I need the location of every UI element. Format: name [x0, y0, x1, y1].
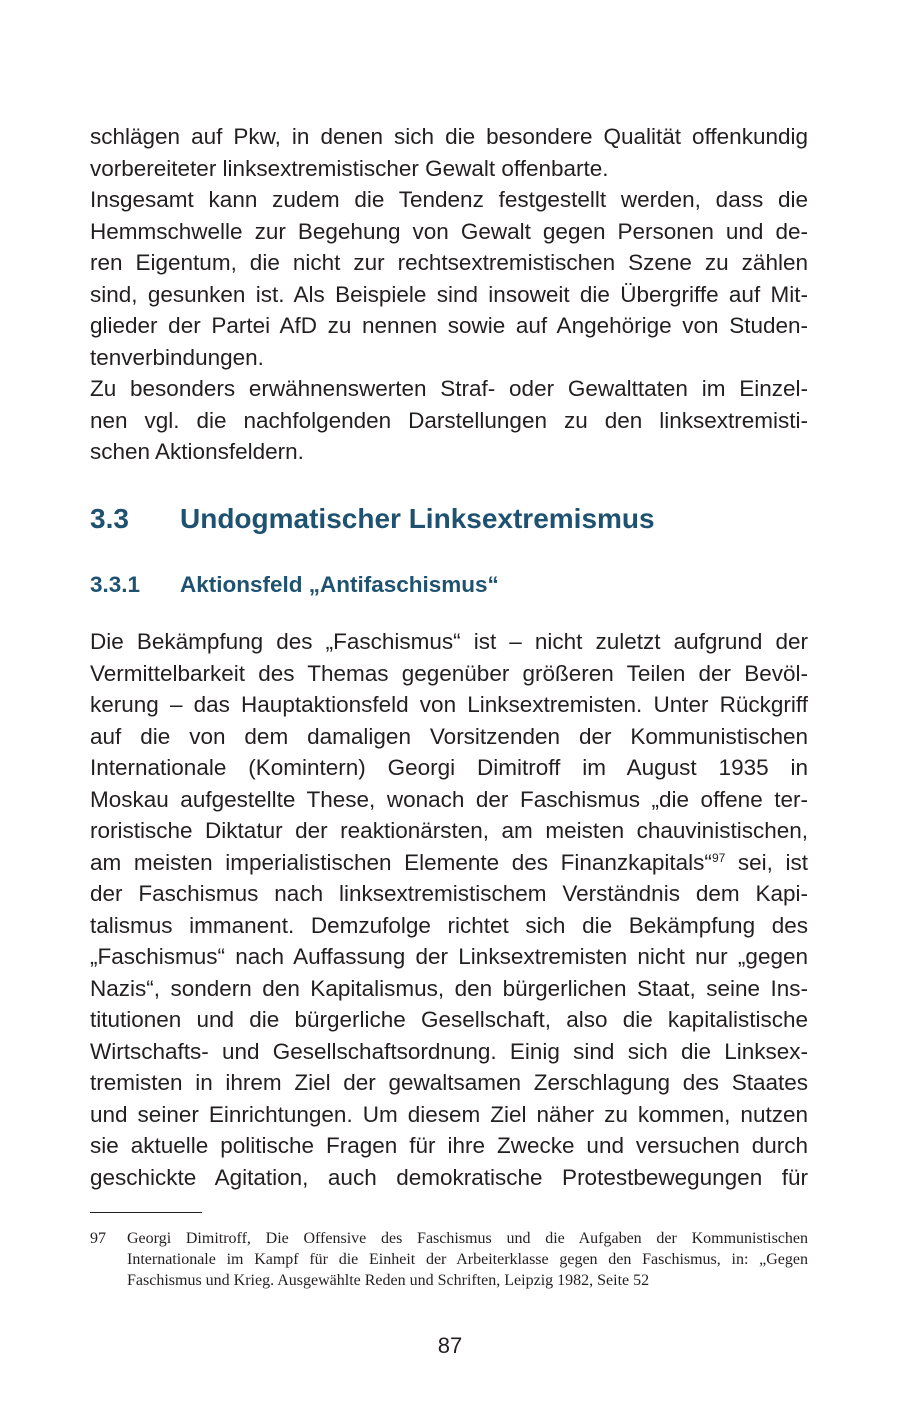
text-line: nen vgl. die nachfolgenden Darstellungen zu den linksextremisti-	[90, 407, 808, 433]
text-line: talismus immanent. Demzufolge richtet sich die Bekämpfung des	[90, 912, 808, 938]
text-line: sie aktuelle politische Fragen für ihre Zwecke und versuchen durch	[90, 1133, 808, 1158]
text-line: der Faschismus nach linksextremistischem Verständnis dem Kapi-	[90, 881, 808, 906]
text-fragment: am meisten imperialistischen Elemente des Finanzkapitals“	[90, 849, 712, 875]
text-line: schlägen auf Pkw, in denen sich die besondere Qualität offenkundig	[90, 124, 808, 149]
text-line: auf die von dem damaligen Vorsitzenden der Kommunistischen	[90, 723, 808, 749]
text-line: Moskau aufgestellte These, wonach der Faschismus „die offene ter-	[90, 786, 808, 812]
text-line: kerung – das Hauptaktionsfeld von Linksextremisten. Unter Rückgriff	[90, 692, 808, 717]
footnote-number: 97	[90, 1230, 106, 1247]
main-text	[90, 626, 808, 1193]
text-line: glieder der Partei AfD zu nennen sowie auf Angehörige von Studen-	[90, 313, 808, 338]
text-line: geschickte Agitation, auch demokratische Protestbewegungen für	[90, 1164, 808, 1190]
text-line: und seiner Einrichtungen. Um diesem Ziel näher zu kommen, nutzen	[90, 1101, 808, 1127]
text-line: Die Bekämpfung des „Faschismus“ ist – nicht zuletzt aufgrund der	[90, 629, 808, 654]
text-line	[90, 847, 808, 879]
text-line: roristische Diktatur der reaktionärsten, am meisten chauvinistischen,	[90, 818, 808, 843]
page-number: 87	[437, 1333, 463, 1358]
subsection-heading	[90, 572, 499, 598]
text-line: Zu besonders erwähnenswerten Straf- oder Gewalttaten im Einzel-	[90, 376, 808, 401]
footnote-line: Internationale im Kampf für die Einheit der Arbeiterklasse gegen den Faschismus, in: „Gegen	[127, 1251, 808, 1268]
text-line: Internationale (Komintern) Georgi Dimitroff im August 1935 in	[90, 755, 808, 780]
text-line: ren Eigentum, die nicht zur rechtsextremistischen Szene zu zählen	[90, 250, 808, 275]
text-line: tremisten in ihrem Ziel der gewaltsamen Zerschlagung des Staates	[90, 1070, 808, 1095]
text-line: titutionen und die bürgerliche Gesellschaft, also die kapitalistische	[90, 1007, 808, 1032]
text-line: tenverbindungen.	[90, 344, 264, 370]
footnote-divider	[90, 1212, 202, 1213]
text-line: vorbereiteter linksextremistischer Gewalt offenbarte.	[90, 155, 609, 181]
intro-text	[90, 121, 808, 468]
section-number: 3.3	[90, 503, 129, 534]
text-line: „Faschismus“ nach Auffassung der Linksextremisten nicht nur „gegen	[90, 944, 808, 969]
subsection-title: Aktionsfeld „Antifaschismus“	[180, 572, 499, 597]
text-line: Wirtschafts- und Gesellschaftsordnung. Einig sind sich die Linksex-	[90, 1038, 808, 1064]
text-line: Nazis“, sondern den Kapitalismus, den bürgerlichen Staat, seine Ins-	[90, 975, 808, 1001]
text-line: Hemmschwelle zur Begehung von Gewalt gegen Personen und de-	[90, 218, 808, 244]
section-heading	[90, 503, 655, 535]
footnote-line: Faschismus und Krieg. Ausgewählte Reden und Schriften, Leipzig 1982, Seite 52	[127, 1272, 650, 1289]
footnote-reference[interactable]: 97	[711, 850, 726, 865]
section-title: Undogmatischer Linksextremismus	[180, 503, 655, 534]
footnote	[90, 1228, 808, 1291]
text-line: Vermittelbarkeit des Themas gegenüber größeren Teilen der Bevöl-	[90, 660, 808, 686]
subsection-number: 3.3.1	[90, 572, 141, 597]
text-line: schen Aktionsfeldern.	[90, 439, 304, 464]
text-fragment: sei, ist	[725, 849, 808, 875]
footnote-line: Georgi Dimitroff, Die Offensive des Faschismus und die Aufgaben der Kommunistischen	[127, 1230, 808, 1247]
text-line: sind, gesunken ist. Als Beispiele sind insoweit die Übergriffe auf Mit-	[90, 281, 808, 307]
text-line: Insgesamt kann zudem die Tendenz festgestellt werden, dass die	[90, 187, 808, 212]
